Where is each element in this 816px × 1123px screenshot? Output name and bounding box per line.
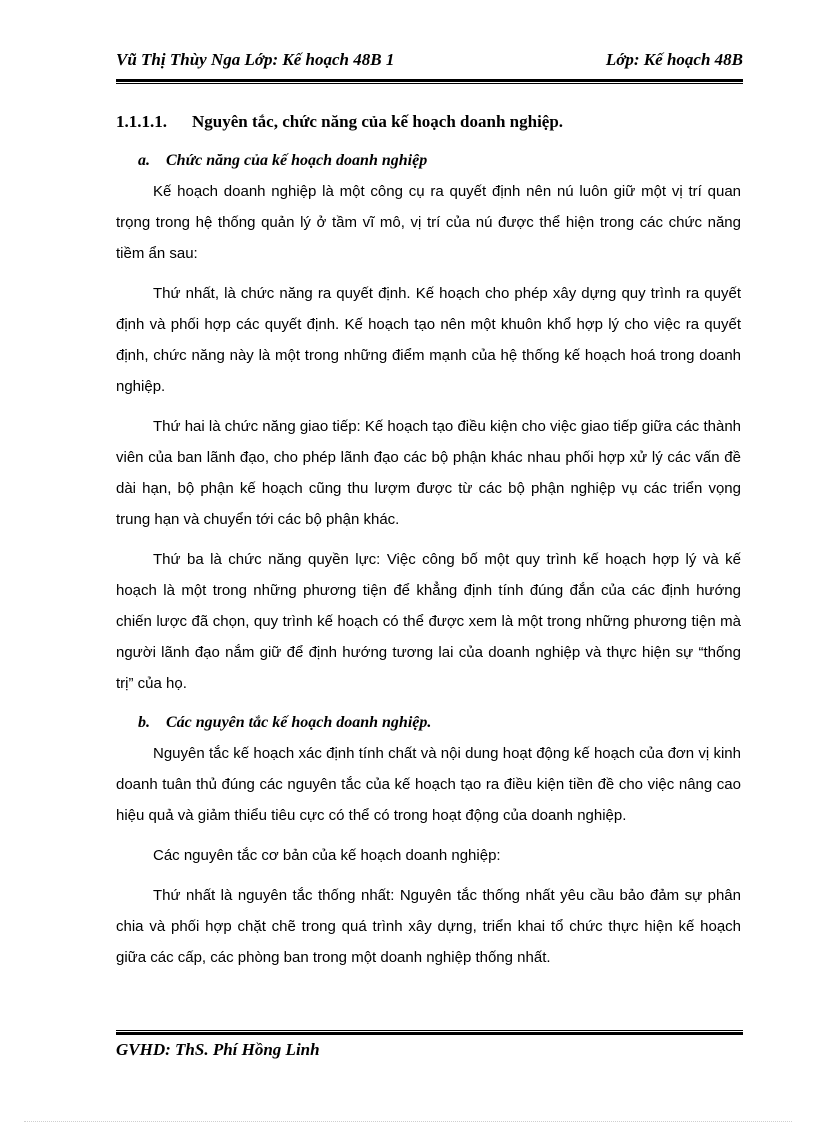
subsection-a-heading <box>116 150 741 172</box>
section-number: 1.1.1.1. <box>116 112 167 131</box>
paragraph: Nguyên tắc kế hoạch xác định tính chất và nội dung hoạt động kế hoạch của đơn vị kinh doanh tuân thủ đúng các nguyên tắc của kế hoạch tạo ra điều kiện tiền đề cho việc nâng cao hiệu quả và giảm thiểu tiêu cực có thể có trong hoạt động của doanh nghiệp. <box>116 745 741 824</box>
section-title: Nguyên tắc, chức năng của kế hoạch doanh nghiệp. <box>192 112 564 131</box>
paragraph: Thứ nhất, là chức năng ra quyết định. Kế hoạch cho phép xây dựng quy trình ra quyết định và phối hợp các quyết định. Kế hoạch tạo nên một khuôn khổ hợp lý cho việc ra quyết định, chức năng này là một trong những điểm mạnh của hệ thống kế hoạch hoá trong doanh nghiệp. <box>116 285 741 395</box>
footer-divider <box>116 1030 743 1035</box>
header-class: Lớp: Kế hoạch 48B <box>605 50 743 69</box>
subsection-b-heading <box>116 712 741 734</box>
subsection-b-marker: b. <box>138 714 150 731</box>
paragraph: Thứ ba là chức năng quyền lực: Việc công bố một quy trình kế hoạch hợp lý và kế hoạch là một trong những phương tiện để khẳng định tính đúng đắn của các định hướng chiến lược đã chọn, quy trình kế hoạch có thể được xem là một trong những phương tiện mà người lãnh đạo nắm giữ để định hướng tương lai của doanh nghiệp và thực hiện sự “thống trị” của họ. <box>116 551 741 692</box>
header-divider <box>116 79 743 84</box>
paragraph: Kế hoạch doanh nghiệp là một công cụ ra quyết định nên nú luôn giữ một vị trí quan trọng trong hệ thống quản lý ở tầm vĩ mô, vị trí của nú được thể hiện trong các chức năng tiềm ẩn sau: <box>116 183 741 262</box>
subsection-a-marker: a. <box>138 152 150 169</box>
subsection-b-title: Các nguyên tắc kế hoạch doanh nghiệp. <box>166 714 432 731</box>
page-bottom-edge <box>24 1121 792 1122</box>
section-heading <box>116 108 741 136</box>
paragraph: Thứ hai là chức năng giao tiếp: Kế hoạch tạo điều kiện cho việc giao tiếp giữa các thành viên của ban lãnh đạo, cho phép lãnh đạo các bộ phận khác nhau phối hợp xử lý các vấn đề dài hạn, bộ phận kế hoạch cũng thu lượm được từ các bộ phận nghiệp vụ các triển vọng trung hạn và chuyển tới các bộ phận khác. <box>116 418 742 528</box>
subsection-a-title: Chức năng của kế hoạch doanh nghiệp <box>166 152 428 169</box>
header-author-class: Vũ Thị Thùy Nga Lớp: Kế hoạch 48B 1 <box>116 50 395 69</box>
paragraph: Các nguyên tắc cơ bản của kế hoạch doanh nghiệp: <box>153 847 501 864</box>
page-body <box>116 108 741 982</box>
paragraph: Thứ nhất là nguyên tắc thống nhất: Nguyên tắc thống nhất yêu cầu bảo đảm sự phân chia và phối hợp chặt chẽ trong quá trình xây dựng, triển khai tổ chức thực hiện kế hoạch giữa các cấp, các phòng ban trong một doanh nghiệp thống nhất. <box>116 887 741 966</box>
running-header <box>116 46 743 74</box>
footer-supervisor: GVHD: ThS. Phí Hồng Linh <box>116 1040 320 1059</box>
